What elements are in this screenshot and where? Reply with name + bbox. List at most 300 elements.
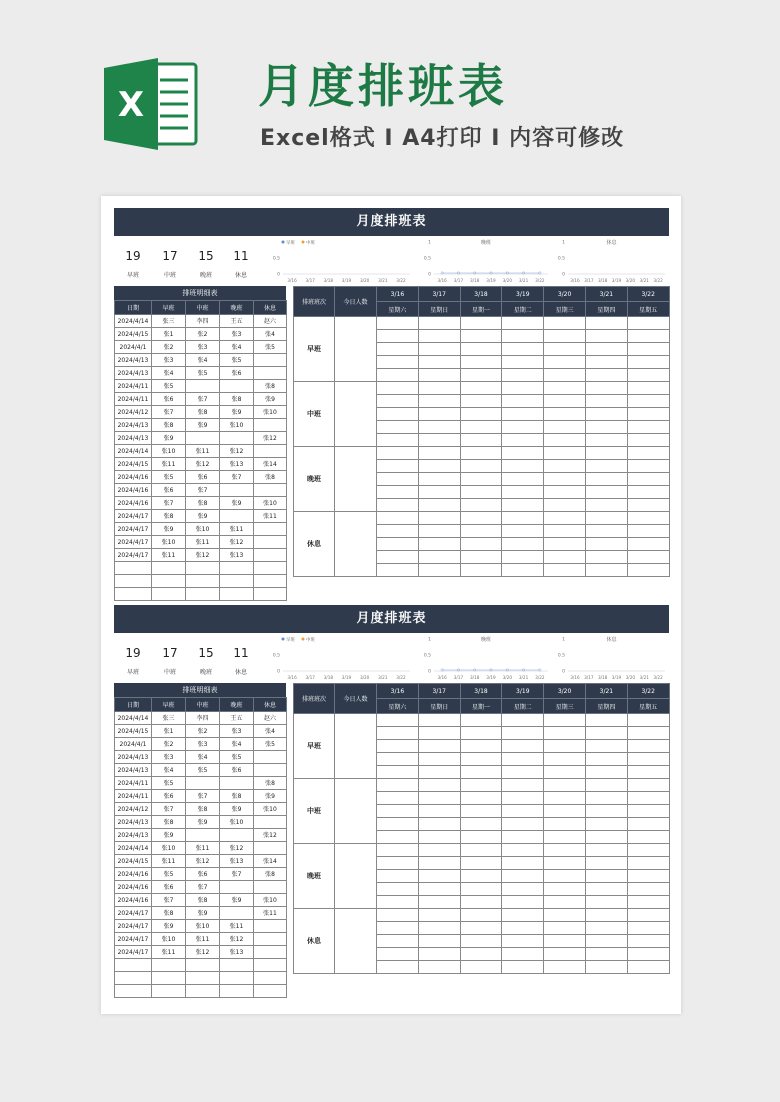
schedule-cell[interactable]: [627, 714, 669, 727]
detail-cell[interactable]: [220, 829, 254, 842]
detail-cell[interactable]: 张10: [152, 933, 186, 946]
detail-cell[interactable]: 张4: [254, 725, 287, 738]
detail-cell[interactable]: 张11: [186, 536, 220, 549]
detail-cell[interactable]: 2024/4/13: [115, 764, 152, 777]
detail-cell[interactable]: 张8: [186, 497, 220, 510]
schedule-cell[interactable]: [377, 948, 419, 961]
schedule-cell[interactable]: [460, 740, 502, 753]
schedule-cell[interactable]: [377, 395, 419, 408]
schedule-cell[interactable]: [627, 922, 669, 935]
schedule-cell[interactable]: [418, 551, 460, 564]
detail-cell[interactable]: [152, 562, 186, 575]
detail-cell[interactable]: 2024/4/13: [115, 829, 152, 842]
schedule-cell[interactable]: [377, 343, 419, 356]
schedule-cell[interactable]: [418, 421, 460, 434]
detail-cell[interactable]: 张9: [152, 829, 186, 842]
schedule-cell[interactable]: [585, 935, 627, 948]
detail-cell[interactable]: 张5: [220, 751, 254, 764]
schedule-cell[interactable]: [627, 805, 669, 818]
schedule-cell[interactable]: [418, 844, 460, 857]
detail-cell[interactable]: [115, 985, 152, 998]
schedule-cell[interactable]: [627, 870, 669, 883]
detail-cell[interactable]: [254, 536, 287, 549]
schedule-cell[interactable]: [377, 805, 419, 818]
detail-cell[interactable]: [254, 946, 287, 959]
schedule-cell[interactable]: [585, 421, 627, 434]
schedule-cell[interactable]: [502, 460, 544, 473]
schedule-cell[interactable]: [544, 805, 586, 818]
schedule-cell[interactable]: [460, 766, 502, 779]
schedule-cell[interactable]: [418, 961, 460, 974]
detail-cell[interactable]: 张12: [220, 536, 254, 549]
schedule-cell[interactable]: [544, 883, 586, 896]
schedule-cell[interactable]: [585, 857, 627, 870]
detail-cell[interactable]: [254, 933, 287, 946]
schedule-cell[interactable]: [377, 421, 419, 434]
schedule-cell[interactable]: [585, 779, 627, 792]
detail-cell[interactable]: [115, 562, 152, 575]
detail-cell[interactable]: 张6: [152, 484, 186, 497]
schedule-cell[interactable]: [502, 486, 544, 499]
schedule-cell[interactable]: [377, 766, 419, 779]
detail-cell[interactable]: [220, 972, 254, 985]
detail-cell[interactable]: 张8: [152, 419, 186, 432]
schedule-cell[interactable]: [418, 369, 460, 382]
schedule-cell[interactable]: [377, 870, 419, 883]
detail-cell[interactable]: 张10: [254, 803, 287, 816]
detail-cell[interactable]: 张8: [254, 777, 287, 790]
schedule-cell[interactable]: [377, 883, 419, 896]
schedule-cell[interactable]: [544, 753, 586, 766]
detail-cell[interactable]: 张9: [152, 432, 186, 445]
detail-cell[interactable]: 张12: [220, 933, 254, 946]
detail-cell[interactable]: 张4: [152, 367, 186, 380]
schedule-cell[interactable]: [502, 421, 544, 434]
detail-cell[interactable]: 张11: [220, 920, 254, 933]
schedule-cell[interactable]: [585, 499, 627, 512]
schedule-cell[interactable]: [585, 486, 627, 499]
schedule-cell[interactable]: [627, 740, 669, 753]
detail-cell[interactable]: 张10: [254, 894, 287, 907]
detail-cell[interactable]: 张6: [220, 764, 254, 777]
schedule-cell[interactable]: [544, 421, 586, 434]
schedule-cell[interactable]: [418, 343, 460, 356]
schedule-cell[interactable]: [377, 896, 419, 909]
detail-cell[interactable]: 张7: [152, 406, 186, 419]
schedule-cell[interactable]: [585, 460, 627, 473]
schedule-cell[interactable]: [460, 753, 502, 766]
detail-cell[interactable]: 2024/4/14: [115, 842, 152, 855]
detail-cell[interactable]: 张4: [254, 328, 287, 341]
detail-cell[interactable]: 张7: [220, 471, 254, 484]
schedule-cell[interactable]: [544, 844, 586, 857]
schedule-cell[interactable]: [544, 870, 586, 883]
detail-cell[interactable]: 张8: [220, 790, 254, 803]
schedule-cell[interactable]: [460, 408, 502, 421]
detail-cell[interactable]: 张9: [254, 790, 287, 803]
detail-cell[interactable]: 2024/4/16: [115, 868, 152, 881]
schedule-cell[interactable]: [502, 844, 544, 857]
detail-cell[interactable]: 张4: [152, 764, 186, 777]
schedule-cell[interactable]: [502, 538, 544, 551]
detail-cell[interactable]: 2024/4/17: [115, 510, 152, 523]
schedule-cell[interactable]: [627, 473, 669, 486]
schedule-cell[interactable]: [502, 447, 544, 460]
schedule-cell[interactable]: [377, 369, 419, 382]
schedule-cell[interactable]: [377, 844, 419, 857]
detail-cell[interactable]: 张7: [152, 803, 186, 816]
schedule-cell[interactable]: [585, 408, 627, 421]
detail-cell[interactable]: 张11: [254, 907, 287, 920]
schedule-cell[interactable]: [418, 330, 460, 343]
detail-cell[interactable]: 2024/4/13: [115, 816, 152, 829]
schedule-cell[interactable]: [418, 857, 460, 870]
schedule-cell[interactable]: [585, 538, 627, 551]
people-count-cell[interactable]: [335, 779, 377, 844]
detail-cell[interactable]: 李四: [186, 712, 220, 725]
detail-cell[interactable]: 张10: [152, 445, 186, 458]
schedule-cell[interactable]: [627, 909, 669, 922]
detail-cell[interactable]: 2024/4/16: [115, 471, 152, 484]
detail-cell[interactable]: 2024/4/1: [115, 738, 152, 751]
schedule-cell[interactable]: [627, 499, 669, 512]
schedule-cell[interactable]: [544, 831, 586, 844]
detail-cell[interactable]: [220, 562, 254, 575]
detail-cell[interactable]: 张10: [186, 523, 220, 536]
detail-cell[interactable]: [186, 575, 220, 588]
schedule-cell[interactable]: [460, 935, 502, 948]
schedule-cell[interactable]: [502, 499, 544, 512]
schedule-cell[interactable]: [502, 473, 544, 486]
detail-cell[interactable]: 张7: [152, 894, 186, 907]
detail-cell[interactable]: [220, 881, 254, 894]
schedule-cell[interactable]: [544, 948, 586, 961]
detail-cell[interactable]: 李四: [186, 315, 220, 328]
detail-cell[interactable]: [220, 959, 254, 972]
schedule-cell[interactable]: [627, 447, 669, 460]
detail-cell[interactable]: 张3: [220, 328, 254, 341]
detail-cell[interactable]: 张8: [220, 393, 254, 406]
schedule-cell[interactable]: [418, 818, 460, 831]
schedule-cell[interactable]: [502, 382, 544, 395]
detail-cell[interactable]: 2024/4/11: [115, 380, 152, 393]
detail-cell[interactable]: 张9: [186, 510, 220, 523]
schedule-cell[interactable]: [502, 564, 544, 577]
schedule-cell[interactable]: [377, 831, 419, 844]
detail-cell[interactable]: [254, 959, 287, 972]
detail-cell[interactable]: [220, 575, 254, 588]
detail-cell[interactable]: 2024/4/17: [115, 920, 152, 933]
people-count-cell[interactable]: [335, 714, 377, 779]
schedule-cell[interactable]: [418, 408, 460, 421]
schedule-cell[interactable]: [585, 330, 627, 343]
schedule-cell[interactable]: [418, 883, 460, 896]
detail-cell[interactable]: 张9: [254, 393, 287, 406]
schedule-cell[interactable]: [502, 330, 544, 343]
people-count-cell[interactable]: [335, 909, 377, 974]
schedule-cell[interactable]: [502, 909, 544, 922]
schedule-cell[interactable]: [627, 434, 669, 447]
schedule-cell[interactable]: [377, 961, 419, 974]
detail-cell[interactable]: 张8: [254, 868, 287, 881]
detail-cell[interactable]: 张4: [220, 738, 254, 751]
schedule-cell[interactable]: [585, 961, 627, 974]
schedule-cell[interactable]: [502, 395, 544, 408]
detail-cell[interactable]: 2024/4/15: [115, 725, 152, 738]
detail-cell[interactable]: 张11: [152, 855, 186, 868]
schedule-cell[interactable]: [460, 317, 502, 330]
schedule-cell[interactable]: [544, 369, 586, 382]
schedule-cell[interactable]: [585, 922, 627, 935]
schedule-cell[interactable]: [460, 460, 502, 473]
detail-cell[interactable]: 张三: [152, 315, 186, 328]
schedule-cell[interactable]: [627, 525, 669, 538]
schedule-cell[interactable]: [377, 714, 419, 727]
detail-cell[interactable]: 王五: [220, 315, 254, 328]
schedule-cell[interactable]: [502, 935, 544, 948]
schedule-cell[interactable]: [585, 395, 627, 408]
schedule-cell[interactable]: [627, 753, 669, 766]
schedule-cell[interactable]: [585, 343, 627, 356]
detail-cell[interactable]: 2024/4/16: [115, 894, 152, 907]
detail-cell[interactable]: 张8: [254, 380, 287, 393]
schedule-cell[interactable]: [544, 447, 586, 460]
schedule-cell[interactable]: [418, 447, 460, 460]
schedule-cell[interactable]: [502, 857, 544, 870]
detail-cell[interactable]: [254, 549, 287, 562]
detail-cell[interactable]: 张7: [152, 497, 186, 510]
schedule-cell[interactable]: [460, 382, 502, 395]
detail-cell[interactable]: 张6: [152, 881, 186, 894]
schedule-cell[interactable]: [460, 714, 502, 727]
people-count-cell[interactable]: [335, 512, 377, 577]
schedule-cell[interactable]: [585, 525, 627, 538]
schedule-cell[interactable]: [544, 499, 586, 512]
schedule-cell[interactable]: [585, 753, 627, 766]
detail-cell[interactable]: [152, 959, 186, 972]
schedule-cell[interactable]: [502, 948, 544, 961]
detail-cell[interactable]: 2024/4/16: [115, 484, 152, 497]
schedule-cell[interactable]: [502, 714, 544, 727]
schedule-cell[interactable]: [460, 499, 502, 512]
detail-cell[interactable]: 张5: [152, 471, 186, 484]
schedule-cell[interactable]: [544, 766, 586, 779]
schedule-cell[interactable]: [460, 356, 502, 369]
schedule-cell[interactable]: [377, 317, 419, 330]
schedule-cell[interactable]: [460, 883, 502, 896]
schedule-cell[interactable]: [418, 538, 460, 551]
detail-cell[interactable]: [254, 764, 287, 777]
schedule-cell[interactable]: [460, 779, 502, 792]
schedule-cell[interactable]: [544, 961, 586, 974]
schedule-cell[interactable]: [377, 727, 419, 740]
schedule-cell[interactable]: [460, 831, 502, 844]
schedule-cell[interactable]: [502, 961, 544, 974]
schedule-cell[interactable]: [377, 525, 419, 538]
detail-cell[interactable]: [220, 380, 254, 393]
detail-cell[interactable]: [254, 419, 287, 432]
schedule-cell[interactable]: [460, 727, 502, 740]
schedule-cell[interactable]: [377, 935, 419, 948]
schedule-cell[interactable]: [418, 870, 460, 883]
schedule-cell[interactable]: [627, 857, 669, 870]
schedule-cell[interactable]: [377, 499, 419, 512]
schedule-cell[interactable]: [544, 382, 586, 395]
schedule-cell[interactable]: [460, 538, 502, 551]
schedule-cell[interactable]: [377, 473, 419, 486]
detail-cell[interactable]: 张3: [186, 738, 220, 751]
schedule-cell[interactable]: [627, 356, 669, 369]
detail-cell[interactable]: [186, 829, 220, 842]
schedule-cell[interactable]: [585, 714, 627, 727]
schedule-cell[interactable]: [544, 460, 586, 473]
schedule-cell[interactable]: [585, 727, 627, 740]
schedule-cell[interactable]: [377, 779, 419, 792]
schedule-cell[interactable]: [502, 317, 544, 330]
detail-cell[interactable]: [254, 523, 287, 536]
schedule-cell[interactable]: [377, 818, 419, 831]
detail-cell[interactable]: 张2: [152, 341, 186, 354]
detail-cell[interactable]: [152, 972, 186, 985]
detail-cell[interactable]: 2024/4/13: [115, 432, 152, 445]
detail-cell[interactable]: 张11: [152, 549, 186, 562]
schedule-cell[interactable]: [377, 909, 419, 922]
schedule-cell[interactable]: [377, 922, 419, 935]
detail-cell[interactable]: 张13: [220, 855, 254, 868]
schedule-cell[interactable]: [502, 831, 544, 844]
detail-cell[interactable]: 张11: [186, 933, 220, 946]
schedule-cell[interactable]: [627, 330, 669, 343]
schedule-cell[interactable]: [585, 831, 627, 844]
detail-cell[interactable]: 张8: [186, 803, 220, 816]
detail-cell[interactable]: 2024/4/11: [115, 777, 152, 790]
schedule-cell[interactable]: [627, 896, 669, 909]
schedule-cell[interactable]: [377, 330, 419, 343]
schedule-cell[interactable]: [627, 779, 669, 792]
schedule-cell[interactable]: [460, 805, 502, 818]
detail-cell[interactable]: 张5: [186, 764, 220, 777]
schedule-cell[interactable]: [544, 818, 586, 831]
detail-cell[interactable]: 张11: [254, 510, 287, 523]
schedule-cell[interactable]: [502, 805, 544, 818]
schedule-cell[interactable]: [544, 896, 586, 909]
schedule-cell[interactable]: [418, 935, 460, 948]
schedule-cell[interactable]: [418, 727, 460, 740]
schedule-cell[interactable]: [460, 909, 502, 922]
detail-cell[interactable]: [115, 575, 152, 588]
detail-cell[interactable]: 张8: [152, 510, 186, 523]
schedule-cell[interactable]: [544, 538, 586, 551]
detail-cell[interactable]: [220, 907, 254, 920]
schedule-cell[interactable]: [627, 844, 669, 857]
schedule-cell[interactable]: [460, 857, 502, 870]
schedule-cell[interactable]: [377, 486, 419, 499]
schedule-cell[interactable]: [418, 779, 460, 792]
schedule-cell[interactable]: [418, 922, 460, 935]
schedule-cell[interactable]: [627, 421, 669, 434]
schedule-cell[interactable]: [377, 382, 419, 395]
schedule-cell[interactable]: [502, 922, 544, 935]
schedule-cell[interactable]: [585, 369, 627, 382]
schedule-cell[interactable]: [627, 512, 669, 525]
detail-cell[interactable]: 张6: [152, 393, 186, 406]
schedule-cell[interactable]: [544, 922, 586, 935]
schedule-cell[interactable]: [627, 564, 669, 577]
detail-cell[interactable]: 张9: [220, 803, 254, 816]
detail-cell[interactable]: 赵六: [254, 315, 287, 328]
detail-cell[interactable]: [254, 445, 287, 458]
detail-cell[interactable]: 张13: [220, 946, 254, 959]
schedule-cell[interactable]: [544, 551, 586, 564]
detail-cell[interactable]: 张9: [152, 523, 186, 536]
schedule-cell[interactable]: [460, 844, 502, 857]
schedule-cell[interactable]: [585, 896, 627, 909]
schedule-cell[interactable]: [627, 727, 669, 740]
schedule-cell[interactable]: [585, 551, 627, 564]
detail-cell[interactable]: [115, 972, 152, 985]
schedule-cell[interactable]: [544, 714, 586, 727]
detail-cell[interactable]: 2024/4/14: [115, 445, 152, 458]
detail-cell[interactable]: 2024/4/12: [115, 406, 152, 419]
schedule-cell[interactable]: [544, 486, 586, 499]
schedule-cell[interactable]: [377, 792, 419, 805]
detail-cell[interactable]: 张9: [152, 920, 186, 933]
detail-cell[interactable]: 张12: [254, 829, 287, 842]
schedule-cell[interactable]: [544, 356, 586, 369]
schedule-cell[interactable]: [377, 512, 419, 525]
schedule-cell[interactable]: [502, 369, 544, 382]
detail-cell[interactable]: 张6: [152, 790, 186, 803]
schedule-cell[interactable]: [502, 792, 544, 805]
schedule-cell[interactable]: [460, 434, 502, 447]
detail-cell[interactable]: [254, 972, 287, 985]
detail-cell[interactable]: [254, 842, 287, 855]
detail-cell[interactable]: [254, 920, 287, 933]
schedule-cell[interactable]: [627, 486, 669, 499]
detail-cell[interactable]: 张7: [186, 393, 220, 406]
schedule-cell[interactable]: [418, 792, 460, 805]
schedule-cell[interactable]: [544, 935, 586, 948]
schedule-cell[interactable]: [585, 818, 627, 831]
detail-cell[interactable]: 2024/4/13: [115, 367, 152, 380]
detail-cell[interactable]: 张8: [254, 471, 287, 484]
schedule-cell[interactable]: [377, 538, 419, 551]
schedule-cell[interactable]: [502, 512, 544, 525]
schedule-cell[interactable]: [418, 395, 460, 408]
schedule-cell[interactable]: [585, 564, 627, 577]
schedule-cell[interactable]: [418, 499, 460, 512]
detail-cell[interactable]: 张10: [152, 842, 186, 855]
detail-cell[interactable]: 张9: [186, 907, 220, 920]
detail-cell[interactable]: 张10: [152, 536, 186, 549]
detail-cell[interactable]: 张12: [220, 445, 254, 458]
schedule-cell[interactable]: [418, 766, 460, 779]
detail-cell[interactable]: 张12: [186, 458, 220, 471]
detail-cell[interactable]: 张12: [186, 855, 220, 868]
schedule-cell[interactable]: [418, 512, 460, 525]
schedule-cell[interactable]: [460, 473, 502, 486]
detail-cell[interactable]: [254, 816, 287, 829]
detail-cell[interactable]: 张5: [152, 868, 186, 881]
schedule-cell[interactable]: [460, 525, 502, 538]
detail-cell[interactable]: 张10: [254, 406, 287, 419]
detail-cell[interactable]: 2024/4/13: [115, 751, 152, 764]
detail-cell[interactable]: 张5: [152, 777, 186, 790]
detail-cell[interactable]: 张10: [220, 816, 254, 829]
detail-cell[interactable]: 张2: [152, 738, 186, 751]
schedule-cell[interactable]: [460, 564, 502, 577]
detail-cell[interactable]: 张5: [254, 738, 287, 751]
